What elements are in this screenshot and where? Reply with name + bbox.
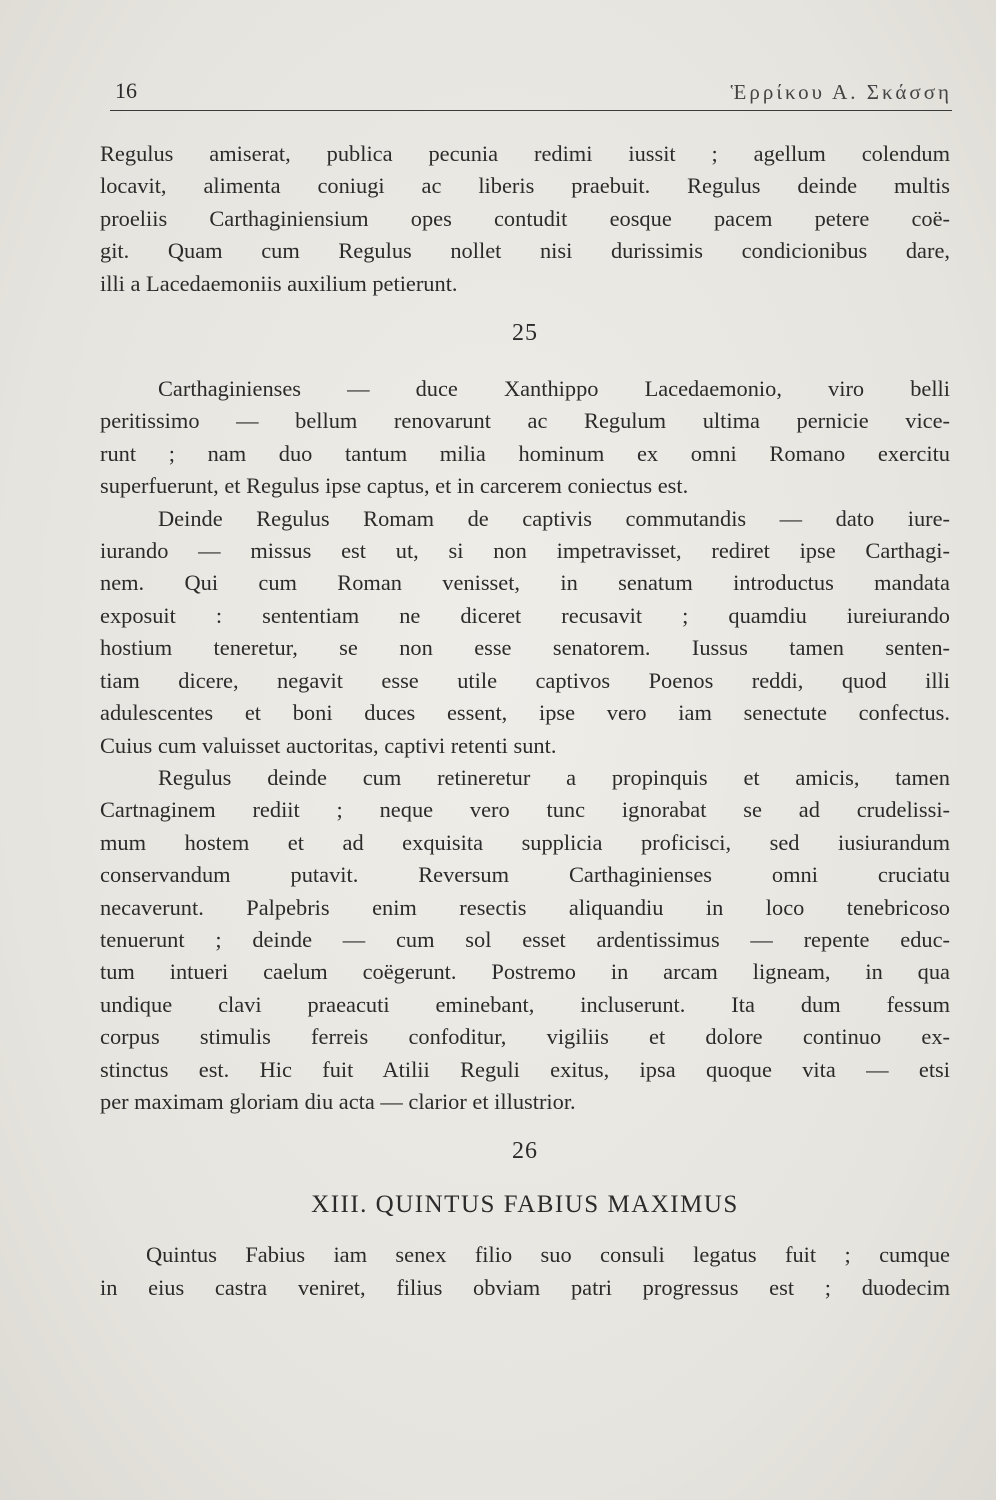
text-line: undique clavi praeacuti eminebant, incluserunt. Ita dum fessum bbox=[100, 991, 950, 1017]
text-line: in eius castra veniret, filius obviam patri progressus est ; duodecim bbox=[100, 1274, 950, 1300]
text-line: runt ; nam duo tantum milia hominum ex omni Romano exercitu bbox=[100, 440, 950, 466]
text-line: tiam dicere, negavit esse utile captivos Poenos reddi, quod illi bbox=[100, 667, 950, 693]
text-line: nem. Qui cum Roman venisset, in senatum introductus mandata bbox=[100, 570, 950, 596]
section-number-25: 25 bbox=[512, 320, 538, 347]
text-line: adulescentes et boni duces essent, ipse vero iam senectute confectus. bbox=[100, 700, 950, 726]
text-line: Regulus amiserat, publica pecunia redimi iussit ; agellum colendum bbox=[100, 141, 950, 166]
text-line: Regulus deinde cum retineretur a propinquis et amicis, tamen bbox=[158, 764, 950, 790]
text-line: locavit, alimenta coniugi ac liberis praebuit. Regulus deinde multis bbox=[100, 173, 950, 199]
text-line: tum intueri caelum coëgerunt. Postremo in arcam ligneam, in qua bbox=[100, 959, 950, 985]
text-line: Carthaginienses — duce Xanthippo Lacedaemonio, viro belli bbox=[158, 376, 950, 402]
chapter-title: XIII. QUINTUS FABIUS MAXIMUS bbox=[311, 1191, 739, 1219]
text-line: Cuius cum valuisset auctoritas, captivi retenti sunt. bbox=[100, 732, 557, 758]
text-line: git. Quam cum Regulus nollet nisi durissimis condicionibus dare, bbox=[100, 238, 950, 264]
text-line: mum hostem et ad exquisita supplicia proficisci, sed iusiurandum bbox=[100, 829, 950, 855]
text-line: peritissimo — bellum renovarunt ac Regulum ultima pernicie vice- bbox=[100, 408, 950, 434]
running-head-title: Ἑρρίκου Α. Σκάσση bbox=[730, 80, 952, 104]
text-line: superfuerunt, et Regulus ipse captus, et in carcerem coniectus est. bbox=[100, 473, 689, 499]
text-line: stinctus est. Hic fuit Atilii Reguli exitus, ipsa quoque vita — etsi bbox=[100, 1056, 950, 1082]
page-number: 16 bbox=[115, 78, 137, 103]
text-line: hostium teneretur, se non esse senatorem. Iussus tamen senten- bbox=[100, 635, 950, 661]
section-number-26: 26 bbox=[512, 1138, 538, 1165]
text-line: Quintus Fabius iam senex filio suo consuli legatus fuit ; cumque bbox=[146, 1242, 950, 1268]
text-line: per maximam gloriam diu acta — clarior et illustrior. bbox=[100, 1088, 576, 1114]
text-line: conservandum putavit. Reversum Carthaginienses omni cruciatu bbox=[100, 862, 950, 888]
text-line: iurando — missus est ut, si non impetravisset, rediret ipse Carthagi- bbox=[100, 538, 950, 564]
text-line: corpus stimulis ferreis confoditur, vigiliis et dolore continuo ex- bbox=[100, 1024, 950, 1050]
running-head bbox=[110, 76, 952, 111]
text-line: exposuit : sententiam ne diceret recusavit ; quamdiu iureiurando bbox=[100, 602, 950, 628]
paragraph-regulus-continued bbox=[100, 138, 950, 300]
paragraph-regulus-rome bbox=[100, 503, 950, 762]
paragraph-regulus-return bbox=[100, 762, 950, 1118]
text-line: tenuerunt ; deinde — cum sol esset ardentissimus — repente educ- bbox=[100, 926, 950, 952]
text-line: Deinde Regulus Romam de captivis commutandis — dato iure- bbox=[158, 505, 950, 531]
text-line: illi a Lacedaemoniis auxilium petierunt. bbox=[100, 270, 458, 296]
text-line: proeliis Carthaginiensium opes contudit eosque pacem petere coë- bbox=[100, 205, 950, 231]
text-line: Cartnaginem rediit ; neque vero tunc ignorabat se ad crudelissi- bbox=[100, 797, 950, 823]
paragraph-fabius bbox=[100, 1239, 950, 1304]
body-text bbox=[100, 138, 950, 1304]
paragraph-xanthippus bbox=[100, 373, 950, 503]
text-line: necaverunt. Palpebris enim resectis aliquandiu in loco tenebricoso bbox=[100, 894, 950, 920]
